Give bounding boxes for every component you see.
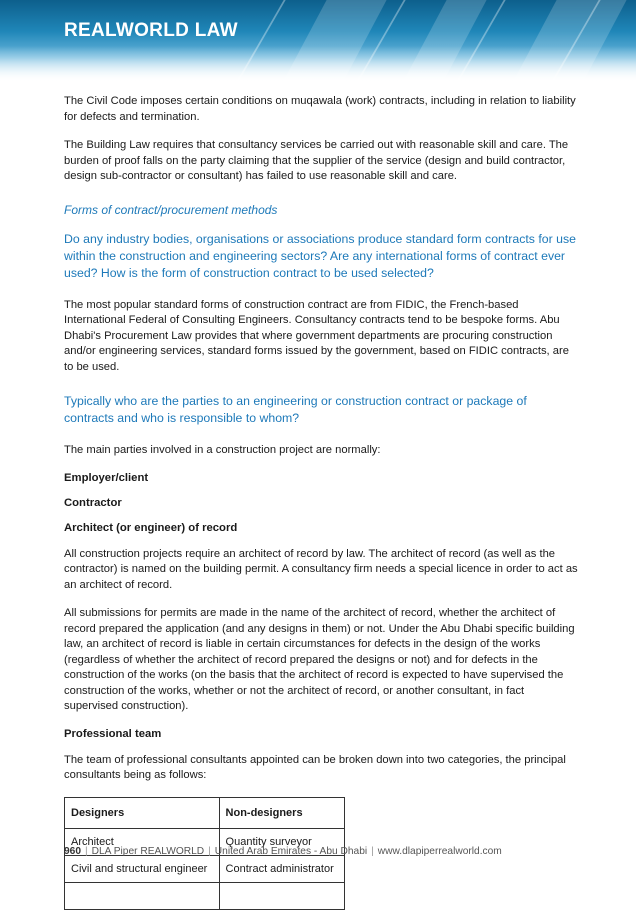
- page-footer: [64, 846, 502, 857]
- paragraph-civil-code: The Civil Code imposes certain conditions on muqawala (work) contracts, including in relation to liability for defects and termination.: [64, 95, 576, 123]
- footer-separator: |: [208, 846, 211, 857]
- page-number: 960: [64, 846, 81, 857]
- footer-website-link[interactable]: www.dlapiperrealworld.com: [377, 846, 502, 857]
- brand-title: REALWORLD LAW: [64, 20, 238, 41]
- table-cell: Quantity surveyor: [219, 828, 344, 855]
- footer-jurisdiction: United Arab Emirates - Abu Dhabi: [214, 846, 368, 857]
- footer-separator: |: [371, 846, 374, 857]
- paragraph-architect-liability: All submissions for permits are made in the name of the architect of record, whether the architect of record prepared the application (and any designs in them) or not. Under the Abu Dhabi specific building law, an architect of record is liable in certain circumstances for defects in the design of the works (regardless of whether the architect of record prepared the designs or not) and for defects in the construction of the works (on the basis that the architect of record is expected to have supervised the construction of the works, whether or not the architect of record, or another consultant, in fact supervised construction).: [64, 607, 575, 712]
- label-employer-client: Employer/client: [64, 471, 149, 484]
- question-standard-forms: Do any industry bodies, organisations or associations produce standard form contracts for use within the construction and engineering sectors? Are any international forms of contract ever used? How is the form of construction contract to be used selected?: [64, 231, 576, 280]
- paragraph-architect-requirement: All construction projects require an architect of record by law. The architect of record (as well as the contractor) is named on the building permit. A consultancy firm needs a special licence in order to act as an architect of record.: [64, 547, 578, 591]
- table-row: [65, 882, 345, 909]
- page-header-banner: [0, 0, 636, 82]
- table-header-non-designers: Non-designers: [219, 797, 344, 828]
- table-row: [65, 855, 345, 882]
- table-cell: Architect: [65, 828, 220, 855]
- question-parties: Typically who are the parties to an engineering or construction contract or package of contracts and who is responsible to whom?: [64, 394, 527, 425]
- table-cell: [65, 882, 220, 909]
- paragraph-fidic: The most popular standard forms of construction contract are from FIDIC, the French-based International Federal of Consulting Engineers. Consultancy contracts tend to be bespoke forms. Abu Dhabi's Procurement Law provides that where government departments are procuring construction and/or engineering services, standard forms issued by the government, based on FIDIC contracts, are to be used.: [64, 298, 569, 373]
- label-architect-of-record: Architect (or engineer) of record: [64, 521, 238, 534]
- footer-publisher: DLA Piper REALWORLD: [91, 846, 205, 857]
- table-header-designers: Designers: [65, 797, 220, 828]
- label-contractor: Contractor: [64, 496, 122, 509]
- footer-separator: |: [85, 846, 88, 857]
- table-header-row: [65, 797, 345, 828]
- table-cell: Contract administrator: [219, 855, 344, 882]
- table-cell: [219, 882, 344, 909]
- page-content: [64, 94, 578, 910]
- section-heading-forms-of-contract: Forms of contract/procurement methods: [64, 202, 278, 217]
- paragraph-building-law: The Building Law requires that consultancy services be carried out with reasonable skill and care. The burden of proof falls on the party claiming that the supplier of the service (design and build contractor, design sub-contractor or consultant) has failed to use reasonable skill and care.: [64, 139, 569, 182]
- paragraph-consultants: The team of professional consultants appointed can be broken down into two categories, the principal consultants being as follows:: [64, 753, 566, 781]
- paragraph-main-parties: The main parties involved in a construction project are normally:: [64, 444, 381, 456]
- banner-fade: [0, 46, 636, 82]
- label-professional-team: Professional team: [64, 727, 162, 740]
- table-cell: Civil and structural engineer: [65, 855, 220, 882]
